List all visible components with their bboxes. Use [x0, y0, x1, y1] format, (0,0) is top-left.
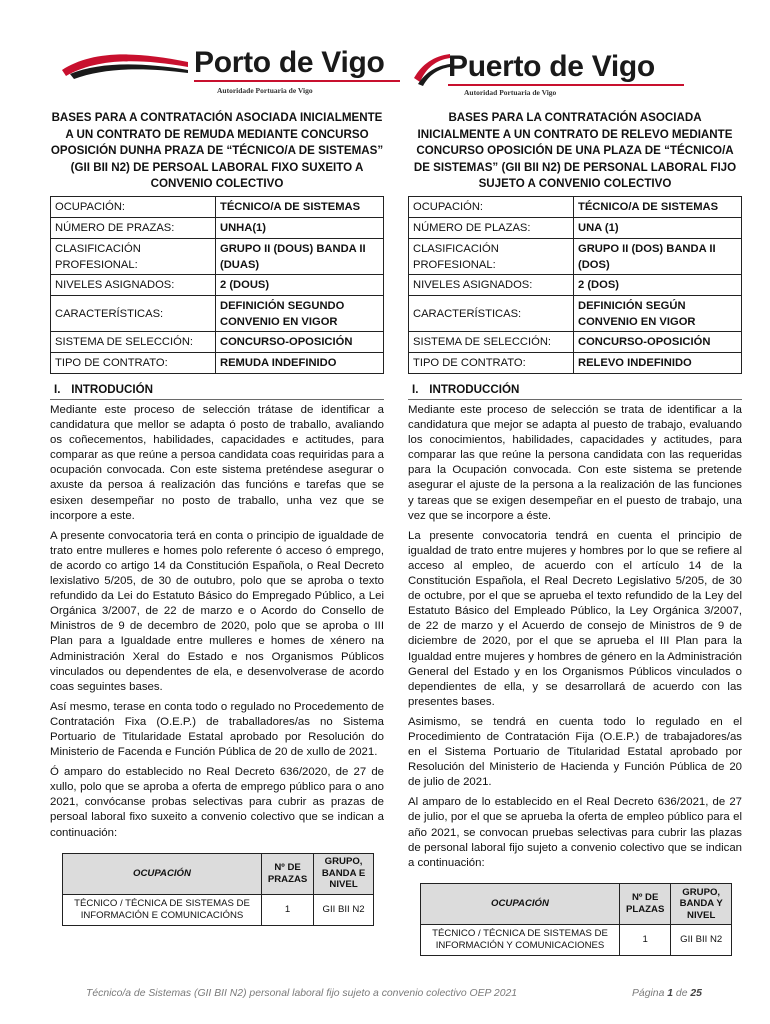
logo-rule — [194, 80, 400, 84]
row-label: NÚMERO DE PLAZAS: — [409, 218, 574, 239]
current-page: 1 — [667, 988, 674, 999]
row-label: NÚMERO DE PRAZAS: — [51, 218, 216, 239]
section-heading — [408, 383, 742, 400]
column-header: GRUPO, BANDA Y NIVEL — [671, 883, 732, 924]
table-row — [51, 332, 384, 353]
row-label: TIPO DE CONTRATO: — [51, 353, 216, 374]
table-row — [409, 332, 742, 353]
table-row — [421, 924, 732, 955]
table-row — [51, 296, 384, 332]
table-cell: 1 — [262, 894, 314, 925]
row-value: REMUDA INDEFINIDO — [216, 353, 384, 374]
column-header: Nº DE PLAZAS — [620, 883, 671, 924]
row-value: GRUPO II (DOUS) BANDA II (DUAS) — [216, 239, 384, 275]
row-label: CARACTERÍSTICAS: — [409, 296, 574, 332]
row-label: SISTEMA DE SELECCIÓN: — [51, 332, 216, 353]
wave-icon — [60, 46, 190, 86]
document-title: BASES PARA LA CONTRATACIÓN ASOCIADA INICIALMENTE A UN CONTRATO DE RELEVO MEDIANTE CONCURSO OPOSICIÓN DE UNA PLAZA DE “TÉCNICO/A DE SISTEMAS” (GII BII N2) DE PERSONAL LABORAL FIJO SUJETO A CONVENIO COLECTIVO — [413, 111, 737, 191]
table-row — [51, 353, 384, 374]
section-number: I. — [412, 383, 419, 396]
table-cell: 1 — [620, 924, 671, 955]
table-row — [51, 197, 384, 218]
paragraph: Mediante este proceso de selección se trata de identificar a la candidatura que mejor se adapta al puesto de trabajo, evaluando los conocimientos, habilidades, capacidades y actitudes, para comparar las que reúne la persona candidata con las requeridas para la Ocupación convocada. Con este sistema se pretende asegurar el ajuste de la persona a la realización de las funciones y tareas que se exigen desempeñar en el puesto de trabajo, una vez que se incorpore a éste. — [408, 404, 742, 522]
wave-icon — [412, 46, 452, 90]
job-info-table — [50, 196, 384, 374]
row-label: NIVELES ASIGNADOS: — [409, 275, 574, 296]
paragraph: Al amparo de lo establecido en el Real Decreto 636/2021, de 27 de julio, por el que se aprueba la oferta de empleo público para el año 2021, se convocan pruebas selectivas para cubrir las plazas de personal laboral fijo sujeto a convenio colectivo que se indican a continuación: — [408, 796, 742, 869]
table-row — [51, 218, 384, 239]
section-title: INTRODUCCIÓN — [429, 383, 520, 396]
row-value: RELEVO INDEFINIDO — [574, 353, 742, 374]
table-row — [409, 296, 742, 332]
table-cell: GII BII N2 — [671, 924, 732, 955]
porto-de-vigo-logo — [60, 46, 400, 98]
occupation-table — [62, 853, 374, 926]
table-row — [409, 218, 742, 239]
row-value: UNHA(1) — [216, 218, 384, 239]
row-value: CONCURSO-OPOSICIÓN — [216, 332, 384, 353]
row-label: OCUPACIÓN: — [51, 197, 216, 218]
paragraph: Mediante este proceso de selección trátase de identificar a candidatura que mellor se adapta ó posto de traballo, avaliando os coñecementos, habilidades, capacidades e actitudes, para comparar as que reúne a persoa candidata coas requiridas para a ocupación convocada. Con este sistema preténdese asegurar o axuste da persoa á realización das funcións e tarefas que se esixen desempeñar no posto de traballo, unha vez que se incorpore a este. — [50, 404, 384, 522]
puerto-de-vigo-logo — [412, 46, 712, 98]
occupation-table — [420, 883, 732, 956]
table-cell: GII BII N2 — [314, 894, 374, 925]
column-header: GRUPO, BANDA E NIVEL — [314, 853, 374, 894]
table-header-row — [63, 853, 374, 894]
row-label: TIPO DE CONTRATO: — [409, 353, 574, 374]
table-row — [63, 894, 374, 925]
table-row — [51, 275, 384, 296]
table-cell: TÉCNICO / TÉCNICA DE SISTEMAS DE INFORMACIÓN E COMUNICACIÓNS — [63, 894, 262, 925]
column-header: OCUPACIÓN — [63, 853, 262, 894]
paragraph: Ó amparo do establecido no Real Decreto 636/2020, de 27 de xullo, polo que se aproba a oferta de emprego público para o ano 2021, convócanse probas selectivas para cubrir as prazas de persoal laboral fixo suxeito a convenio colectivo que se indican a continuación: — [50, 766, 384, 839]
page-number — [632, 988, 702, 999]
table-row — [409, 275, 742, 296]
row-value: GRUPO II (DOS) BANDA II (DOS) — [574, 239, 742, 275]
paragraph: A presente convocatoria terá en conta o principio de igualdade de trato entre mulleres e homes polo referente ó acceso ó emprego, de acordo co artigo 14 da Constitución Española, o Real Decreto lexislativo 5/205, de 30 de outubro, polo que se aproba o texto refundido da Lei do Estatuto Básico do Empregado Público, a Lei Orgánica 3/2007, de 22 de marzo e o Acordo do Consello de Ministros de 9 de decembro de 2020, polo que se aproba o III Plan para a Igualdade entre mulleres e homes de xénero na Administración Xeral do Estado e nos Organismos Públicos vinculados ou dependentes de ela, e desenvolverase de acordo coas seguintes bases. — [50, 529, 384, 693]
row-label: CARACTERÍSTICAS: — [51, 296, 216, 332]
row-label: CLASIFICACIÓN PROFESIONAL: — [51, 239, 216, 275]
paragraph: Así mesmo, terase en conta todo o regulado no Procedemento de Contratación Fixa (O.E.P.) de traballadores/as no Sistema Portuario de Titularidade Estatal aprobado por Resolución do Ministerio de Facenda e Función Pública de 20 de xullo de 2021. — [50, 700, 384, 759]
row-label: OCUPACIÓN: — [409, 197, 574, 218]
row-label: NIVELES ASIGNADOS: — [51, 275, 216, 296]
section-title: INTRODUCIÓN — [71, 383, 154, 396]
column-header: OCUPACIÓN — [421, 883, 620, 924]
table-row — [409, 197, 742, 218]
document-title: BASES PARA A CONTRATACIÓN ASOCIADA INICIALMENTE A UN CONTRATO DE REMUDA MEDIANTE CONCURSO OPOSICIÓN DUNHA PRAZA DE “TÉCNICO/A DE SISTEMAS” (GII BII N2) DE PERSOAL LABORAL FIXO SUXEITO A CONVENIO COLECTIVO — [50, 111, 384, 191]
page-label: Página — [632, 988, 665, 999]
logo-name: Puerto de Vigo — [448, 50, 655, 83]
galician-column — [50, 110, 384, 926]
table-cell: TÉCNICO / TÉCNICA DE SISTEMAS DE INFORMACIÓN Y COMUNICACIONES — [421, 924, 620, 955]
logo-name: Porto de Vigo — [194, 46, 385, 79]
footer-text: Técnico/a de Sistemas (GII BII N2) personal laboral fijo sujeto a convenio colectivo OEP 2021 — [86, 988, 518, 999]
row-label: SISTEMA DE SELECCIÓN: — [409, 332, 574, 353]
row-value: 2 (DOS) — [574, 275, 742, 296]
logo-subtitle: Autoridad Portuaria de Vigo — [464, 88, 557, 97]
job-info-table — [408, 196, 742, 374]
paragraph: La presente convocatoria tendrá en cuenta el principio de igualdad de trato entre mujeres y hombres por lo que se refiere al acceso al empleo, de acuerdo con el artículo 14 de la Constitución Española, el Real Decreto Legislativo 5/205, de 30 de octubre, por el que se aprueba el texto refundido de la Ley del Estatuto Básico del Empleado Público, la Ley Orgánica 3/2007, de 22 de marzo y el Acuerdo de consejo de Ministros de 9 de diciembre de 2020, por el que se aprueba el III Plan para la Igualdad entre mujeres y hombres de género en la Administración General del Estado y en los Organismos Públicos vinculados o dependientes de ella, y se desarrollará de acuerdo con las presentes bases. — [408, 529, 742, 708]
section-heading — [50, 383, 384, 400]
spanish-column — [408, 110, 742, 956]
total-pages: 25 — [690, 988, 702, 999]
table-row — [409, 353, 742, 374]
row-value: UNA (1) — [574, 218, 742, 239]
row-value: CONCURSO-OPOSICIÓN — [574, 332, 742, 353]
table-row — [51, 239, 384, 275]
of-label: de — [675, 988, 688, 999]
table-header-row — [421, 883, 732, 924]
row-value: TÉCNICO/A DE SISTEMAS — [574, 197, 742, 218]
table-row — [409, 239, 742, 275]
row-label: CLASIFICACIÓN PROFESIONAL: — [409, 239, 574, 275]
section-number: I. — [54, 383, 61, 396]
row-value: DEFINICIÓN SEGUNDO CONVENIO EN VIGOR — [216, 296, 384, 332]
row-value: 2 (DOUS) — [216, 275, 384, 296]
logo-subtitle: Autoridade Portuaria de Vigo — [217, 86, 313, 95]
row-value: TÉCNICO/A DE SISTEMAS — [216, 197, 384, 218]
row-value: DEFINICIÓN SEGÚN CONVENIO EN VIGOR — [574, 296, 742, 332]
paragraph: Asimismo, se tendrá en cuenta todo lo regulado en el Procedimiento de Contratación Fija (O.E.P.) de trabajadores/as en el Sistema Portuario de Titularidad Estatal aprobado por Resolución del Ministerio de Hacienda y Función Pública de 20 de julio de 2021. — [408, 715, 742, 789]
column-header: Nº DE PRAZAS — [262, 853, 314, 894]
